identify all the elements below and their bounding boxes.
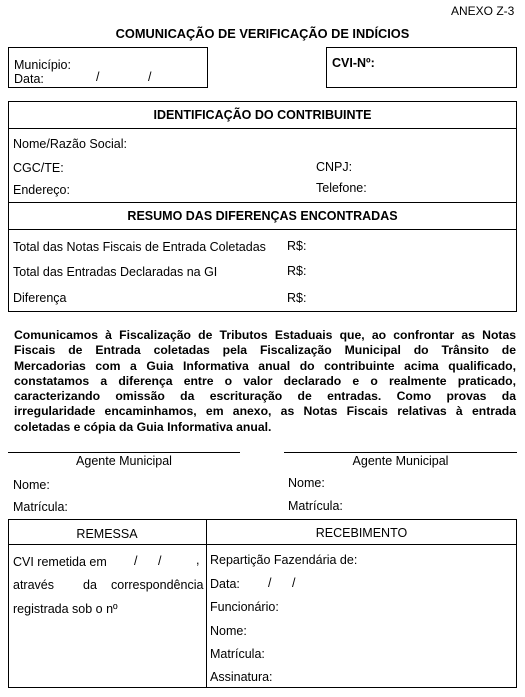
divider bbox=[8, 128, 517, 129]
funcionario-label: Funcionário: bbox=[210, 600, 279, 614]
annex-label: ANEXO Z-3 bbox=[451, 4, 515, 18]
recebimento-header: RECEBIMENTO bbox=[315, 526, 408, 540]
data-label: Data: bbox=[14, 72, 44, 86]
divider bbox=[8, 202, 517, 203]
contribuinte-header: IDENTIFICAÇÃO DO CONTRIBUINTE bbox=[153, 108, 372, 122]
agent-title: Agente Municipal bbox=[352, 454, 449, 468]
paragraph-line: coletadas e cópia da Guia Informativa anual. bbox=[14, 419, 272, 434]
cgc-te-label: CGC/TE: bbox=[13, 161, 64, 175]
remessa-line: registrada sob o nº bbox=[13, 602, 118, 616]
paragraph-line: constatamos a diferença entre o valor declarado e o realmente praticado, bbox=[14, 373, 516, 388]
resumo-row-label: Diferença bbox=[13, 291, 67, 305]
remessa-header: REMESSA bbox=[76, 527, 138, 541]
resumo-row-currency: R$: bbox=[287, 291, 307, 305]
page-title: COMUNICAÇÃO DE VERIFICAÇÃO DE INDÍCIOS bbox=[115, 26, 410, 41]
remessa-line: CVI remetida em bbox=[13, 555, 107, 569]
divider bbox=[8, 229, 517, 230]
reparticao-label: Repartição Fazendária de: bbox=[210, 553, 358, 567]
contribuinte-section bbox=[8, 101, 517, 312]
resumo-row-label: Total das Notas Fiscais de Entrada Coletadas bbox=[13, 240, 266, 254]
resumo-header: RESUMO DAS DIFERENÇAS ENCONTRADAS bbox=[127, 209, 398, 223]
data-separator-2: / bbox=[148, 70, 152, 84]
paragraph-line: irregularidade encaminhamos, em anexo, as Notas Fiscais relativas à entrada bbox=[14, 404, 516, 419]
cnpj-label: CNPJ: bbox=[316, 160, 353, 174]
remessa-word: correspondência bbox=[111, 578, 204, 592]
signature-line bbox=[8, 452, 240, 453]
paragraph-line: Fiscais de Entrada coletadas pela Fiscalização Municipal do Trânsito de bbox=[14, 343, 516, 358]
agent-matricula-label: Matrícula: bbox=[288, 499, 343, 513]
remessa-word: através bbox=[13, 578, 54, 592]
nome-razao-social-label: Nome/Razão Social: bbox=[13, 137, 127, 151]
divider bbox=[8, 544, 517, 545]
recebimento-data-label: Data: bbox=[210, 577, 240, 591]
recebimento-matricula-label: Matrícula: bbox=[210, 647, 265, 661]
paragraph-line: Comunicamos à Fiscalização de Tributos Estaduais que, ao confrontar as Notas bbox=[14, 328, 516, 342]
remessa-date-separator: / bbox=[134, 554, 138, 568]
communication-paragraph bbox=[14, 328, 516, 435]
remessa-comma: , bbox=[196, 553, 200, 567]
agent-matricula-label: Matrícula: bbox=[13, 500, 68, 514]
resumo-row-currency: R$: bbox=[287, 239, 307, 253]
paragraph-line: Mercadorias com a Guia Informativa anual do contribuinte acima qualificado, bbox=[14, 358, 516, 373]
cvi-number-label: CVI-Nº: bbox=[332, 56, 375, 70]
paragraph-line: caracterizando omissão da escrituração de entradas. Como provas da bbox=[14, 389, 516, 404]
data-separator-1: / bbox=[96, 70, 100, 84]
recebimento-date-separator: / bbox=[292, 576, 296, 590]
resumo-row-label: Total das Entradas Declaradas na GI bbox=[13, 265, 218, 279]
agent-title: Agente Municipal bbox=[76, 454, 172, 468]
agent-nome-label: Nome: bbox=[288, 476, 325, 490]
remessa-word: da bbox=[83, 578, 97, 592]
remessa-date-separator: / bbox=[158, 554, 162, 568]
assinatura-label: Assinatura: bbox=[210, 670, 273, 684]
endereco-label: Endereço: bbox=[13, 183, 70, 197]
agent-nome-label: Nome: bbox=[13, 478, 50, 492]
municipio-label: Município: bbox=[14, 58, 71, 72]
recebimento-nome-label: Nome: bbox=[210, 624, 247, 638]
telefone-label: Telefone: bbox=[316, 181, 367, 195]
recebimento-date-separator: / bbox=[268, 576, 272, 590]
signature-line bbox=[284, 452, 517, 453]
resumo-row-currency: R$: bbox=[287, 264, 307, 278]
